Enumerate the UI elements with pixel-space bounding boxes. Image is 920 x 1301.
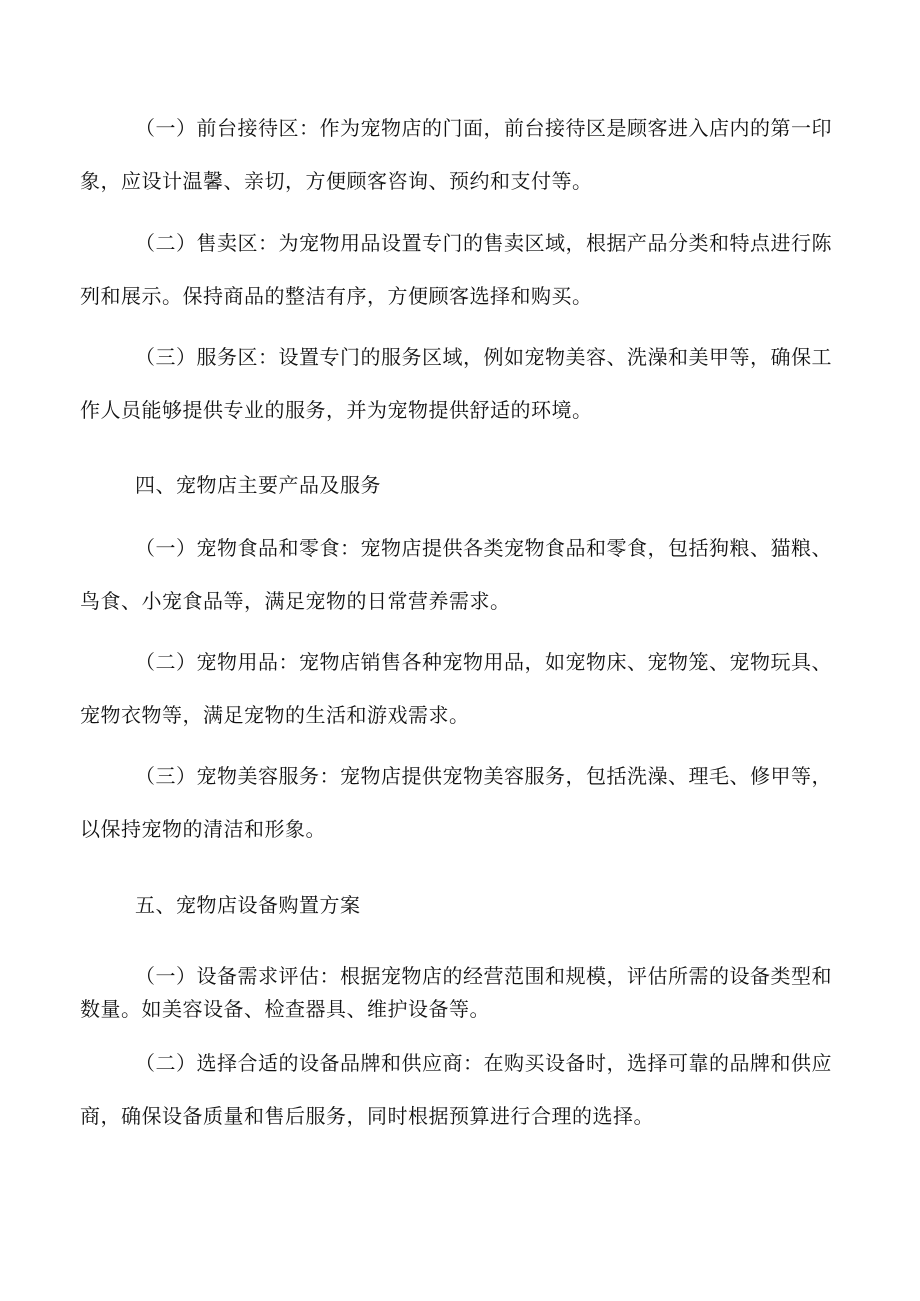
paragraph-pet-supplies: （二）宠物用品：宠物店销售各种宠物用品，如宠物床、宠物笼、宠物玩具、宠物衣物等，满足宠物的生活和游戏需求。	[80, 650, 832, 727]
paragraph-equipment-assessment: （一）设备需求评估：根据宠物店的经营范围和规模，评估所需的设备类型和数量。如美容设备、检查器具、维护设备等。	[80, 964, 832, 1021]
paragraph-grooming-service: （三）宠物美容服务：宠物店提供宠物美容服务，包括洗澡、理毛、修甲等，以保持宠物的清洁和形象。	[80, 764, 832, 841]
paragraph-front-desk-area: （一）前台接待区：作为宠物店的门面，前台接待区是顾客进入店内的第一印象，应设计温馨、亲切，方便顾客咨询、预约和支付等。	[80, 116, 832, 193]
section-heading-equipment-plan: 五、宠物店设备购置方案	[135, 893, 361, 917]
paragraph-service-area: （三）服务区：设置专门的服务区域，例如宠物美容、洗澡和美甲等，确保工作人员能够提供专业的服务，并为宠物提供舒适的环境。	[80, 345, 832, 422]
paragraph-sales-area: （二）售卖区：为宠物用品设置专门的售卖区域，根据产品分类和特点进行陈列和展示。保持商品的整洁有序，方便顾客选择和购买。	[80, 231, 832, 308]
section-heading-products-services: 四、宠物店主要产品及服务	[135, 473, 381, 497]
paragraph-pet-food: （一）宠物食品和零食：宠物店提供各类宠物食品和零食，包括狗粮、猫粮、鸟食、小宠食品等，满足宠物的日常营养需求。	[80, 536, 832, 613]
paragraph-equipment-supplier: （二）选择合适的设备品牌和供应商：在购买设备时，选择可靠的品牌和供应商，确保设备质量和售后服务，同时根据预算进行合理的选择。	[80, 1051, 832, 1128]
